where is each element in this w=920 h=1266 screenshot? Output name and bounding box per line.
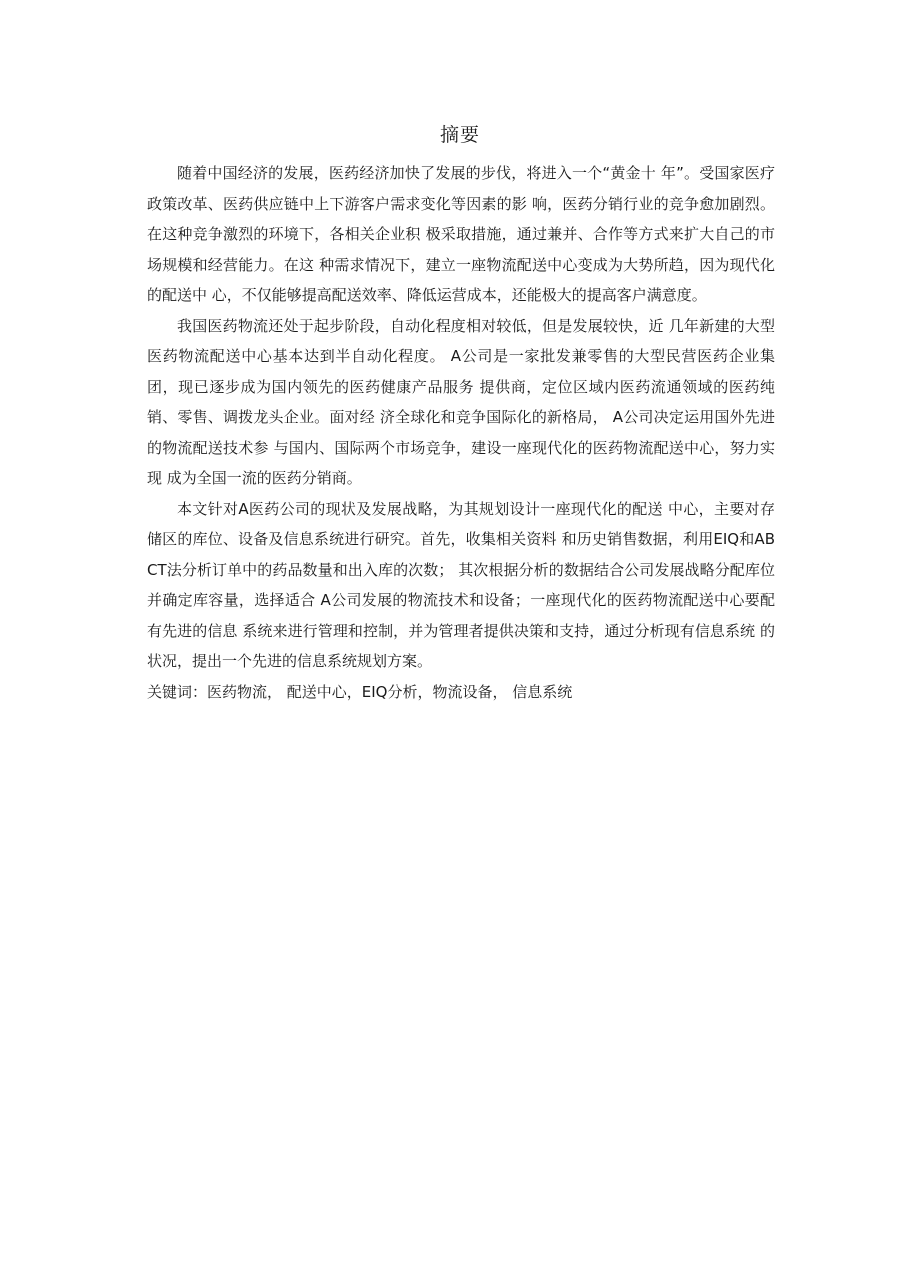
- keywords-line: 关键词：医药物流， 配送中心，EIQ分析，物流设备， 信息系统: [147, 682, 573, 701]
- abstract-title: 摘要: [439, 124, 480, 146]
- abstract-paragraph-2: 我国医药物流还处于起步阶段，自动化程度相对较低，但是发展较快，近 几年新建的大型医药物流配送中心基本达到半自动化程度。 A公司是一家批发兼零售的大型民营医药企业集团，现已逐步成为国内领先的医药健康产品服务 提供商，定位区域内医药流通领域的医药纯销、零售、调拨龙头企业。面对经 济全球化和竞争国际化的新格局， A公司决定运用国外先进的物流配送技术参 与国内、国际两个市场竞争，建设一座现代化的医药物流配送中心，努力实现 成为全国一流的医药分销商。: [147, 316, 775, 487]
- abstract-paragraph-3: 本文针对A医药公司的现状及发展战略，为其规划设计一座现代化的配送 中心，主要对存储区的库位、设备及信息系统进行研究。首先，收集相关资料 和历史销售数据，利用EIQ和ABCT法分析订单中的药品数量和出入库的次数； 其次根据分析的数据结合公司发展战略分配库位并确定库容量，选择适合 A公司发展的物流技术和设备；一座现代化的医药物流配送中心要配有先进的信息 系统来进行管理和控制，并为管理者提供决策和支持，通过分析现有信息系统 的状况，提出一个先进的信息系统规划方案。: [147, 499, 775, 670]
- abstract-body: [147, 158, 775, 707]
- abstract-paragraph-1: 随着中国经济的发展，医药经济加快了发展的步伐，将进入一个“黄金十 年”。受国家医疗政策改革、医药供应链中上下游客户需求变化等因素的影 响，医药分销行业的竞争愈加剧烈。在这种竞争激烈的环境下，各相关企业积 极采取措施，通过兼并、合作等方式来扩大自己的市场规模和经营能力。在这 种需求情况下，建立一座物流配送中心变成为大势所趋，因为现代化的配送中 心，不仅能够提高配送效率、降低运营成本，还能极大的提高客户满意度。: [147, 164, 775, 304]
